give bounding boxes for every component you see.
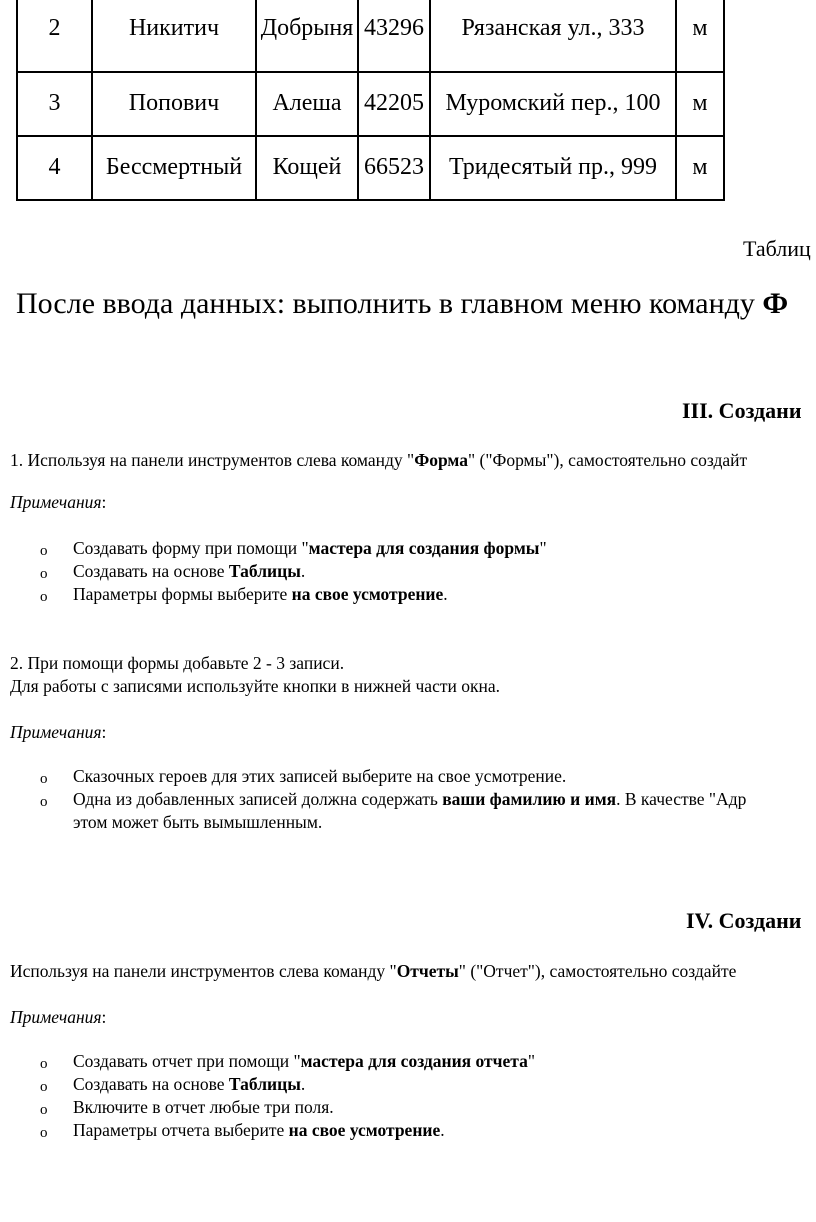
bullet-marker: o (40, 794, 48, 810)
bullet-marker: o (40, 771, 48, 787)
cell-zip: 43296 (358, 0, 430, 72)
table-caption: Таблиц (743, 236, 811, 261)
list-item: Включите в отчет любые три поля. (73, 1097, 334, 1117)
list-item: Одна из добавленных записей должна содержать ваши фамилию и имя. В качестве "Адр (73, 789, 747, 809)
list-item: Создавать отчет при помощи "мастера для создания отчета" (73, 1051, 535, 1071)
notes-label: Примечания: (10, 1007, 107, 1027)
section-4-heading: IV. Создани (686, 908, 802, 933)
bullet-marker: o (40, 1102, 48, 1118)
section-3-item-2-detail: Для работы с записями используйте кнопки в нижней части окна. (10, 676, 500, 696)
section-3-item-2: 2. При помощи формы добавьте 2 - 3 записи. (10, 653, 345, 673)
list-item: Создавать на основе Таблицы. (73, 1074, 306, 1094)
cell-zip: 42205 (358, 72, 430, 136)
section-3-heading: III. Создани (682, 398, 802, 423)
cell-first-name: Алеша (256, 72, 358, 136)
list-item: Создавать форму при помощи "мастера для создания формы" (73, 538, 547, 558)
table-row (17, 0, 724, 72)
cell-address: Тридесятый пр., 999 (430, 136, 676, 200)
cell-sex: м (676, 136, 724, 200)
cell-num: 4 (17, 136, 92, 200)
cell-zip: 66523 (358, 136, 430, 200)
bullet-marker: o (40, 1056, 48, 1072)
section-4-item: Используя на панели инструментов слева команду "Отчеты" ("Отчет"), самостоятельно создайте (10, 961, 737, 981)
section-3-item-1: 1. Используя на панели инструментов слева команду "Форма" ("Формы"), самостоятельно создайт (10, 450, 748, 470)
cell-last-name: Попович (92, 72, 256, 136)
cell-num: 2 (17, 0, 92, 72)
bullet-marker: o (40, 543, 48, 559)
bullet-marker: o (40, 1125, 48, 1141)
after-entry-instruction: После ввода данных: выполнить в главном меню команду Ф (16, 287, 789, 320)
table-row (17, 136, 724, 200)
bullet-marker: o (40, 1079, 48, 1095)
list-item: Сказочных героев для этих записей выберите на свое усмотрение. (73, 766, 567, 786)
cell-sex: м (676, 0, 724, 72)
cell-last-name: Никитич (92, 0, 256, 72)
notes-label: Примечания: (10, 722, 107, 742)
cell-first-name: Добрыня (256, 0, 358, 72)
notes-label: Примечания: (10, 492, 107, 512)
cell-address: Муромский пер., 100 (430, 72, 676, 136)
bullet-marker: o (40, 566, 48, 582)
list-item: Создавать на основе Таблицы. (73, 561, 306, 581)
cell-num: 3 (17, 72, 92, 136)
table-row (17, 72, 724, 136)
list-item-continuation: этом может быть вымышленным. (73, 812, 323, 832)
cell-sex: м (676, 72, 724, 136)
cell-first-name: Кощей (256, 136, 358, 200)
bullet-marker: o (40, 589, 48, 605)
cell-last-name: Бессмертный (92, 136, 256, 200)
cell-address: Рязанская ул., 333 (430, 0, 676, 72)
list-item: Параметры формы выберите на свое усмотрение. (73, 584, 448, 604)
list-item: Параметры отчета выберите на свое усмотрение. (73, 1120, 445, 1140)
heroes-table (16, 0, 725, 201)
